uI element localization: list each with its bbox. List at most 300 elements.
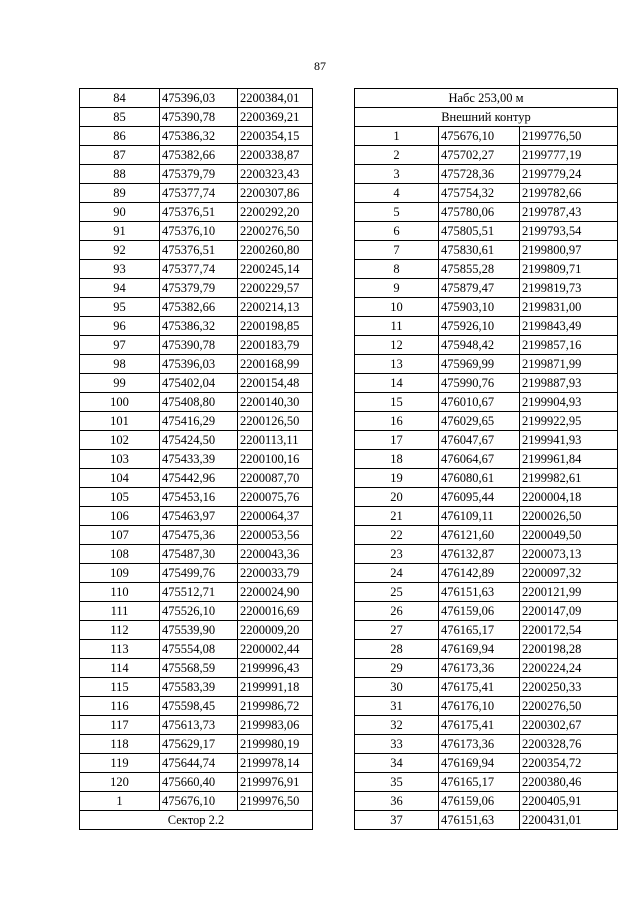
y-coordinate: 2199983,06: [238, 716, 313, 735]
y-coordinate: 2200260,80: [238, 241, 313, 260]
table-row: [80, 773, 313, 792]
y-coordinate: 2199986,72: [238, 697, 313, 716]
y-coordinate: 2200154,48: [238, 374, 313, 393]
y-coordinate: 2200183,79: [238, 336, 313, 355]
table-row: [355, 697, 618, 716]
table-row: [355, 659, 618, 678]
x-coordinate: 476176,10: [439, 697, 520, 716]
x-coordinate: 475830,61: [439, 241, 520, 260]
x-coordinate: 475676,10: [160, 792, 238, 811]
point-number: 95: [80, 298, 160, 317]
point-number: 100: [80, 393, 160, 412]
table-row: [355, 203, 618, 222]
point-number: 25: [355, 583, 439, 602]
left-table-body: [80, 89, 313, 830]
x-coordinate: 475805,51: [439, 222, 520, 241]
table-row: [80, 640, 313, 659]
x-coordinate: 476080,61: [439, 469, 520, 488]
point-number: 84: [80, 89, 160, 108]
y-coordinate: 2200384,01: [238, 89, 313, 108]
x-coordinate: 475475,36: [160, 526, 238, 545]
y-coordinate: 2199961,84: [520, 450, 618, 469]
point-number: 34: [355, 754, 439, 773]
table-row: [355, 583, 618, 602]
y-coordinate: 2199976,50: [238, 792, 313, 811]
table-row: [355, 298, 618, 317]
table-row: [80, 222, 313, 241]
y-coordinate: 2199922,95: [520, 412, 618, 431]
table-row: [355, 469, 618, 488]
table-row: [355, 317, 618, 336]
x-coordinate: 476151,63: [439, 811, 520, 830]
x-coordinate: 476175,41: [439, 678, 520, 697]
point-number: 15: [355, 393, 439, 412]
x-coordinate: 475379,79: [160, 165, 238, 184]
y-coordinate: 2200229,57: [238, 279, 313, 298]
point-number: 89: [80, 184, 160, 203]
table-row: [355, 716, 618, 735]
table-row: [80, 526, 313, 545]
table-row: [355, 146, 618, 165]
contour-header: Внешний контур: [355, 108, 618, 127]
table-row: [80, 89, 313, 108]
y-coordinate: 2200276,50: [238, 222, 313, 241]
x-coordinate: 476095,44: [439, 488, 520, 507]
table-row: [355, 754, 618, 773]
point-number: 120: [80, 773, 160, 792]
sector-label: Сектор 2.2: [80, 811, 313, 830]
point-number: 1: [355, 127, 439, 146]
point-number: 28: [355, 640, 439, 659]
point-number: 22: [355, 526, 439, 545]
x-coordinate: 475408,80: [160, 393, 238, 412]
table-row: [355, 184, 618, 203]
x-coordinate: 476165,17: [439, 621, 520, 640]
x-coordinate: 475855,28: [439, 260, 520, 279]
point-number: 27: [355, 621, 439, 640]
x-coordinate: 475969,99: [439, 355, 520, 374]
x-coordinate: 475386,32: [160, 317, 238, 336]
table-row: [355, 773, 618, 792]
x-coordinate: 475390,78: [160, 108, 238, 127]
x-coordinate: 475377,74: [160, 260, 238, 279]
y-coordinate: 2199809,71: [520, 260, 618, 279]
point-number: 36: [355, 792, 439, 811]
x-coordinate: 475660,40: [160, 773, 238, 792]
x-coordinate: 475402,04: [160, 374, 238, 393]
table-row: [80, 583, 313, 602]
x-coordinate: 476175,41: [439, 716, 520, 735]
y-coordinate: 2200354,15: [238, 127, 313, 146]
y-coordinate: 2200009,20: [238, 621, 313, 640]
table-row: [80, 735, 313, 754]
x-coordinate: 475376,51: [160, 241, 238, 260]
table-row: [355, 450, 618, 469]
y-coordinate: 2200113,11: [238, 431, 313, 450]
x-coordinate: 476169,94: [439, 640, 520, 659]
y-coordinate: 2199819,73: [520, 279, 618, 298]
y-coordinate: 2199800,97: [520, 241, 618, 260]
table-row: [80, 393, 313, 412]
contour-header-row: [355, 108, 618, 127]
x-coordinate: 475598,45: [160, 697, 238, 716]
y-coordinate: 2199782,66: [520, 184, 618, 203]
y-coordinate: 2199793,54: [520, 222, 618, 241]
point-number: 113: [80, 640, 160, 659]
table-row: [80, 431, 313, 450]
y-coordinate: 2199871,99: [520, 355, 618, 374]
point-number: 97: [80, 336, 160, 355]
x-coordinate: 475903,10: [439, 298, 520, 317]
y-coordinate: 2200016,69: [238, 602, 313, 621]
x-coordinate: 475754,32: [439, 184, 520, 203]
point-number: 13: [355, 355, 439, 374]
x-coordinate: 475442,96: [160, 469, 238, 488]
y-coordinate: 2200043,36: [238, 545, 313, 564]
y-coordinate: 2200087,70: [238, 469, 313, 488]
point-number: 19: [355, 469, 439, 488]
y-coordinate: 2199857,16: [520, 336, 618, 355]
x-coordinate: 476173,36: [439, 659, 520, 678]
table-row: [80, 602, 313, 621]
table-row: [80, 469, 313, 488]
point-number: 23: [355, 545, 439, 564]
table-row: [80, 298, 313, 317]
x-coordinate: 475948,42: [439, 336, 520, 355]
point-number: 85: [80, 108, 160, 127]
point-number: 92: [80, 241, 160, 260]
point-number: 91: [80, 222, 160, 241]
table-row: [80, 488, 313, 507]
table-row: [355, 374, 618, 393]
table-row: [355, 792, 618, 811]
y-coordinate: 2199776,50: [520, 127, 618, 146]
y-coordinate: 2200033,79: [238, 564, 313, 583]
x-coordinate: 475990,76: [439, 374, 520, 393]
table-row: [355, 640, 618, 659]
x-coordinate: 476142,89: [439, 564, 520, 583]
x-coordinate: 476151,63: [439, 583, 520, 602]
table-row: [80, 374, 313, 393]
point-number: 24: [355, 564, 439, 583]
y-coordinate: 2199843,49: [520, 317, 618, 336]
point-number: 116: [80, 697, 160, 716]
point-number: 110: [80, 583, 160, 602]
x-coordinate: 476169,94: [439, 754, 520, 773]
x-coordinate: 475702,27: [439, 146, 520, 165]
table-row: [80, 678, 313, 697]
y-coordinate: 2199887,93: [520, 374, 618, 393]
x-coordinate: 476010,67: [439, 393, 520, 412]
table-row: [80, 317, 313, 336]
y-coordinate: 2200214,13: [238, 298, 313, 317]
x-coordinate: 475396,03: [160, 355, 238, 374]
y-coordinate: 2199831,00: [520, 298, 618, 317]
x-coordinate: 475382,66: [160, 146, 238, 165]
table-row: [80, 412, 313, 431]
y-coordinate: 2200198,85: [238, 317, 313, 336]
page-number: 87: [314, 59, 326, 73]
x-coordinate: 475644,74: [160, 754, 238, 773]
x-coordinate: 475780,06: [439, 203, 520, 222]
y-coordinate: 2200100,16: [238, 450, 313, 469]
y-coordinate: 2200004,18: [520, 488, 618, 507]
table-row: [80, 203, 313, 222]
point-number: 31: [355, 697, 439, 716]
y-coordinate: 2199787,43: [520, 203, 618, 222]
point-number: 109: [80, 564, 160, 583]
point-number: 106: [80, 507, 160, 526]
x-coordinate: 476132,87: [439, 545, 520, 564]
table-row: [80, 336, 313, 355]
point-number: 102: [80, 431, 160, 450]
x-coordinate: 475376,10: [160, 222, 238, 241]
point-number: 12: [355, 336, 439, 355]
table-row: [355, 412, 618, 431]
point-number: 3: [355, 165, 439, 184]
point-number: 107: [80, 526, 160, 545]
y-coordinate: 2200147,09: [520, 602, 618, 621]
table-row: [355, 507, 618, 526]
y-coordinate: 2200328,76: [520, 735, 618, 754]
table-row: [355, 355, 618, 374]
point-number: 35: [355, 773, 439, 792]
y-coordinate: 2199978,14: [238, 754, 313, 773]
point-number: 9: [355, 279, 439, 298]
y-coordinate: 2200049,50: [520, 526, 618, 545]
table-row: [80, 450, 313, 469]
table-row: [355, 621, 618, 640]
point-number: 96: [80, 317, 160, 336]
table-row: [80, 659, 313, 678]
table-row: [355, 735, 618, 754]
x-coordinate: 475424,50: [160, 431, 238, 450]
table-row: [80, 754, 313, 773]
y-coordinate: 2200307,86: [238, 184, 313, 203]
point-number: 32: [355, 716, 439, 735]
y-coordinate: 2199980,19: [238, 735, 313, 754]
y-coordinate: 2200075,76: [238, 488, 313, 507]
point-number: 87: [80, 146, 160, 165]
x-coordinate: 475376,51: [160, 203, 238, 222]
point-number: 29: [355, 659, 439, 678]
table-row: [80, 697, 313, 716]
x-coordinate: 475433,39: [160, 450, 238, 469]
point-number: 88: [80, 165, 160, 184]
point-number: 105: [80, 488, 160, 507]
x-coordinate: 475463,97: [160, 507, 238, 526]
point-number: 104: [80, 469, 160, 488]
x-coordinate: 475554,08: [160, 640, 238, 659]
y-coordinate: 2199976,91: [238, 773, 313, 792]
table-row: [355, 526, 618, 545]
table-row: [80, 792, 313, 811]
point-number: 93: [80, 260, 160, 279]
y-coordinate: 2199991,18: [238, 678, 313, 697]
y-coordinate: 2199904,93: [520, 393, 618, 412]
y-coordinate: 2200198,28: [520, 640, 618, 659]
table-row: [355, 260, 618, 279]
table-row: [355, 564, 618, 583]
point-number: 90: [80, 203, 160, 222]
point-number: 86: [80, 127, 160, 146]
point-number: 7: [355, 241, 439, 260]
point-number: 4: [355, 184, 439, 203]
table-row: [80, 716, 313, 735]
point-number: 5: [355, 203, 439, 222]
x-coordinate: 475382,66: [160, 298, 238, 317]
y-coordinate: 2200002,44: [238, 640, 313, 659]
y-coordinate: 2200323,43: [238, 165, 313, 184]
y-coordinate: 2200276,50: [520, 697, 618, 716]
y-coordinate: 2200073,13: [520, 545, 618, 564]
x-coordinate: 475379,79: [160, 279, 238, 298]
point-number: 103: [80, 450, 160, 469]
y-coordinate: 2200405,91: [520, 792, 618, 811]
y-coordinate: 2200172,54: [520, 621, 618, 640]
y-coordinate: 2200168,99: [238, 355, 313, 374]
table-row: [80, 621, 313, 640]
point-number: 17: [355, 431, 439, 450]
point-number: 14: [355, 374, 439, 393]
y-coordinate: 2200354,72: [520, 754, 618, 773]
point-number: 26: [355, 602, 439, 621]
y-coordinate: 2199996,43: [238, 659, 313, 678]
y-coordinate: 2200053,56: [238, 526, 313, 545]
point-number: 8: [355, 260, 439, 279]
point-number: 114: [80, 659, 160, 678]
x-coordinate: 476047,67: [439, 431, 520, 450]
table-row: [80, 165, 313, 184]
x-coordinate: 475377,74: [160, 184, 238, 203]
x-coordinate: 476165,17: [439, 773, 520, 792]
point-number: 94: [80, 279, 160, 298]
height-header-row: [355, 89, 618, 108]
point-number: 119: [80, 754, 160, 773]
table-row: [355, 431, 618, 450]
table-row: [355, 127, 618, 146]
y-coordinate: 2200302,67: [520, 716, 618, 735]
table-row: [80, 279, 313, 298]
point-number: 37: [355, 811, 439, 830]
point-number: 101: [80, 412, 160, 431]
table-row: [80, 146, 313, 165]
point-number: 99: [80, 374, 160, 393]
table-row: [355, 393, 618, 412]
y-coordinate: 2200126,50: [238, 412, 313, 431]
table-row: [355, 336, 618, 355]
x-coordinate: 475416,29: [160, 412, 238, 431]
left-coordinates-table: [79, 88, 313, 830]
table-row: [80, 545, 313, 564]
y-coordinate: 2199777,19: [520, 146, 618, 165]
point-number: 108: [80, 545, 160, 564]
x-coordinate: 475386,32: [160, 127, 238, 146]
table-row: [355, 222, 618, 241]
x-coordinate: 475487,30: [160, 545, 238, 564]
x-coordinate: 475390,78: [160, 336, 238, 355]
table-row: [80, 507, 313, 526]
table-row: [355, 678, 618, 697]
point-number: 21: [355, 507, 439, 526]
x-coordinate: 475676,10: [439, 127, 520, 146]
y-coordinate: 2200292,20: [238, 203, 313, 222]
y-coordinate: 2199779,24: [520, 165, 618, 184]
point-number: 2: [355, 146, 439, 165]
table-row: [355, 165, 618, 184]
table-row: [80, 108, 313, 127]
x-coordinate: 475728,36: [439, 165, 520, 184]
x-coordinate: 476159,06: [439, 792, 520, 811]
point-number: 112: [80, 621, 160, 640]
table-row: [355, 602, 618, 621]
x-coordinate: 476064,67: [439, 450, 520, 469]
x-coordinate: 475879,47: [439, 279, 520, 298]
y-coordinate: 2200380,46: [520, 773, 618, 792]
table-row: [80, 184, 313, 203]
table-row: [355, 545, 618, 564]
y-coordinate: 2200338,87: [238, 146, 313, 165]
table-row: [355, 488, 618, 507]
table-row: [355, 241, 618, 260]
table-row: [80, 564, 313, 583]
y-coordinate: 2200097,32: [520, 564, 618, 583]
point-number: 30: [355, 678, 439, 697]
y-coordinate: 2199982,61: [520, 469, 618, 488]
x-coordinate: 475396,03: [160, 89, 238, 108]
x-coordinate: 475629,17: [160, 735, 238, 754]
y-coordinate: 2200026,50: [520, 507, 618, 526]
y-coordinate: 2200024,90: [238, 583, 313, 602]
y-coordinate: 2199941,93: [520, 431, 618, 450]
height-header: Набс 253,00 м: [355, 89, 618, 108]
x-coordinate: 475568,59: [160, 659, 238, 678]
x-coordinate: 475583,39: [160, 678, 238, 697]
x-coordinate: 476109,11: [439, 507, 520, 526]
x-coordinate: 476121,60: [439, 526, 520, 545]
y-coordinate: 2200250,33: [520, 678, 618, 697]
x-coordinate: 475613,73: [160, 716, 238, 735]
y-coordinate: 2200245,14: [238, 260, 313, 279]
x-coordinate: 475526,10: [160, 602, 238, 621]
point-number: 10: [355, 298, 439, 317]
x-coordinate: 475512,71: [160, 583, 238, 602]
y-coordinate: 2200431,01: [520, 811, 618, 830]
right-coordinates-table: [354, 88, 618, 830]
table-row: [355, 279, 618, 298]
y-coordinate: 2200140,30: [238, 393, 313, 412]
point-number: 117: [80, 716, 160, 735]
sector-footer-row: [80, 811, 313, 830]
y-coordinate: 2200369,21: [238, 108, 313, 127]
y-coordinate: 2200121,99: [520, 583, 618, 602]
point-number: 11: [355, 317, 439, 336]
right-table-body: [355, 89, 618, 830]
point-number: 16: [355, 412, 439, 431]
x-coordinate: 476159,06: [439, 602, 520, 621]
point-number: 98: [80, 355, 160, 374]
x-coordinate: 475539,90: [160, 621, 238, 640]
x-coordinate: 475453,16: [160, 488, 238, 507]
x-coordinate: 476029,65: [439, 412, 520, 431]
x-coordinate: 476173,36: [439, 735, 520, 754]
x-coordinate: 475499,76: [160, 564, 238, 583]
point-number: 1: [80, 792, 160, 811]
y-coordinate: 2200064,37: [238, 507, 313, 526]
table-row: [80, 127, 313, 146]
point-number: 118: [80, 735, 160, 754]
y-coordinate: 2200224,24: [520, 659, 618, 678]
